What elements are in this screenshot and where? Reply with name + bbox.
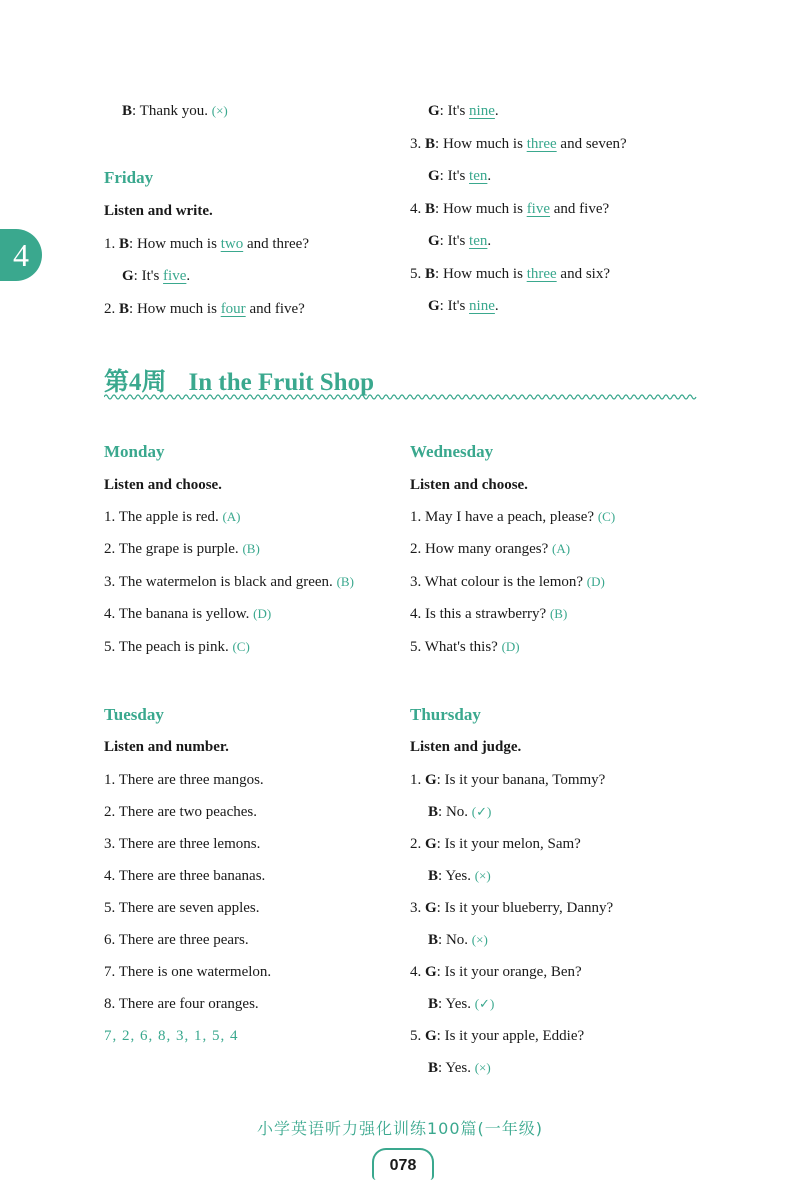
list-item: 2. There are two peaches. xyxy=(104,804,257,820)
list-item: 7. There is one watermelon. xyxy=(104,964,272,980)
list-item: 4. The banana is yellow. (D) xyxy=(104,606,272,622)
thursday-q4-b: B: Yes. (✓) xyxy=(428,996,495,1012)
list-item: 1. There are three mangos. xyxy=(104,772,264,788)
thursday-heading: Thursday xyxy=(410,705,481,724)
thursday-q1-g: 1. G: Is it your banana, Tommy? xyxy=(410,772,606,788)
wednesday-instruction: Listen and choose. xyxy=(410,477,528,493)
friday-q3-g: G: It's ten. xyxy=(428,168,492,184)
wavy-divider xyxy=(104,392,700,402)
list-item: 8. There are four oranges. xyxy=(104,996,259,1012)
list-item: 2. The grape is purple. (B) xyxy=(104,541,260,557)
list-item: 5. The peach is pink. (C) xyxy=(104,639,250,655)
friday-q5-g: G: It's nine. xyxy=(428,298,499,314)
friday-q1-b: 1. B: How much is two and three? xyxy=(104,236,309,252)
thursday-q5-g: 5. G: Is it your apple, Eddie? xyxy=(410,1028,585,1044)
friday-q5-b: 5. B: How much is three and six? xyxy=(410,266,610,282)
list-item: 3. There are three lemons. xyxy=(104,836,261,852)
list-item: 6. There are three pears. xyxy=(104,932,249,948)
list-item: 4. There are three bananas. xyxy=(104,868,266,884)
monday-heading: Monday xyxy=(104,442,165,461)
thursday-q3-g: 3. G: Is it your blueberry, Danny? xyxy=(410,900,614,916)
list-item: 2. How many oranges? (A) xyxy=(410,541,571,557)
friday-q2-g: G: It's nine. xyxy=(428,103,499,119)
friday-heading: Friday xyxy=(104,168,154,187)
tuesday-answer-sequence: 7, 2, 6, 8, 3, 1, 5, 4 xyxy=(104,1028,239,1044)
thursday-q1-b: B: No. (✓) xyxy=(428,804,492,820)
thursday-q4-g: 4. G: Is it your orange, Ben? xyxy=(410,964,582,980)
friday-q4-b: 4. B: How much is five and five? xyxy=(410,201,610,217)
list-item: 4. Is this a strawberry? (B) xyxy=(410,606,568,622)
thursday-instruction: Listen and judge. xyxy=(410,739,522,755)
book-title-footer: 小学英语听力强化训练100篇(一年级) xyxy=(256,1119,544,1138)
page-number: 078 xyxy=(372,1148,434,1180)
tuesday-heading: Tuesday xyxy=(104,705,164,724)
list-item: 1. The apple is red. (A) xyxy=(104,509,241,525)
friday-instruction: Listen and write. xyxy=(104,203,213,219)
list-item: 1. May I have a peach, please? (C) xyxy=(410,509,616,525)
chapter-tab: 4 xyxy=(0,229,42,281)
thursday-q3-b: B: No. (×) xyxy=(428,932,488,948)
thursday-q2-b: B: Yes. (×) xyxy=(428,868,491,884)
tuesday-instruction: Listen and number. xyxy=(104,739,229,755)
thursday-q2-g: 2. G: Is it your melon, Sam? xyxy=(410,836,581,852)
list-item: 5. What's this? (D) xyxy=(410,639,520,655)
friday-q2-b: 2. B: How much is four and five? xyxy=(104,301,305,317)
list-item: 3. What colour is the lemon? (D) xyxy=(410,574,605,590)
week-number: 第4周 xyxy=(104,369,167,396)
list-item: 5. There are seven apples. xyxy=(104,900,260,916)
friday-q1-g: G: It's five. xyxy=(122,268,191,284)
thank-you-line: B: Thank you. (×) xyxy=(122,103,228,119)
list-item: 3. The watermelon is black and green. (B) xyxy=(104,574,354,590)
friday-q3-b: 3. B: How much is three and seven? xyxy=(410,136,627,152)
thursday-q5-b: B: Yes. (×) xyxy=(428,1060,491,1076)
week-theme: In the Fruit Shop xyxy=(188,369,374,396)
monday-instruction: Listen and choose. xyxy=(104,477,222,493)
friday-q4-g: G: It's ten. xyxy=(428,233,492,249)
wednesday-heading: Wednesday xyxy=(410,442,494,461)
